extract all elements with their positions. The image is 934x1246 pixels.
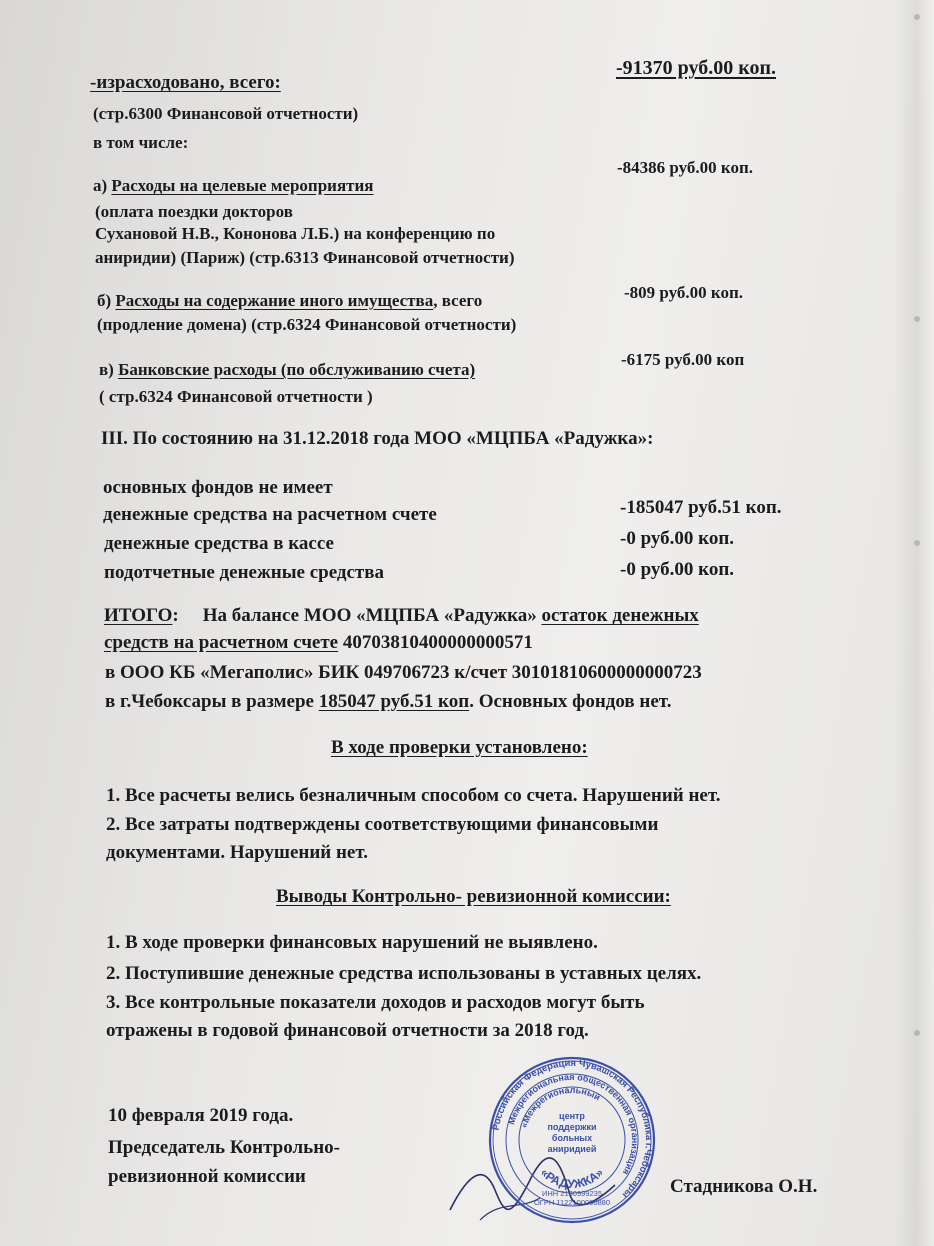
conclusions-item: отражены в годовой финансовой отчетности за 2018 год. <box>106 1020 589 1041</box>
conclusions-heading: Выводы Контрольно- ревизионной комиссии: <box>276 886 671 907</box>
findings-item: документами. Нарушений нет. <box>106 842 369 863</box>
stamp-center-text: больных <box>551 1133 593 1143</box>
conclusions-item: 3. Все контрольные показатели доходов и расходов могут быть <box>106 992 645 1013</box>
page-fold-shadow <box>894 0 934 1246</box>
section3-row-label: подотчетные денежные средства <box>104 562 385 583</box>
section3-row-label: денежные средства на расчетном счете <box>103 504 437 525</box>
stamp-ogrn: ОГРН 1122100000880 <box>533 1198 611 1207</box>
signature-date: 10 февраля 2019 года. <box>108 1105 294 1126</box>
binder-hole <box>914 14 920 20</box>
stamp-center-text: аниридией <box>547 1144 597 1154</box>
findings-heading: В ходе проверки установлено: <box>331 737 588 758</box>
expense-a-line: Сухановой Н.В., Кононова Л.Б.) на конференцию по <box>95 224 496 243</box>
expenses-including: в том числе: <box>93 133 189 152</box>
findings-item: 1. Все расчеты велись безналичным способом со счета. Нарушений нет. <box>106 785 721 806</box>
total-line-2 <box>104 632 533 654</box>
expenses-total-label: -израсходовано, всего: <box>90 72 281 93</box>
conclusions-item: 2. Поступившие денежные средства использованы в уставных целях. <box>106 963 702 984</box>
conclusions-item: 1. В ходе проверки финансовых нарушений не выявлено. <box>106 932 598 953</box>
expense-a-prefix: а) <box>93 176 112 195</box>
expense-c-amount: -6175 руб.00 коп <box>621 350 745 369</box>
section3-row-amount: -0 руб.00 коп. <box>620 528 735 549</box>
expense-b-suffix: , всего <box>433 291 483 310</box>
expense-b-heading <box>97 291 482 311</box>
total-line-3: в ООО КБ «Мегаполис» БИК 049706723 к/счет 30101810600000000723 <box>105 662 702 683</box>
binder-hole <box>914 540 920 546</box>
total-line-1 <box>104 605 699 627</box>
expense-a-amount: -84386 руб.00 коп. <box>617 158 754 177</box>
total-text: . Основных фондов нет. <box>469 691 672 712</box>
binder-hole <box>914 1030 920 1036</box>
expense-a-title: Расходы на целевые мероприятия <box>111 176 374 195</box>
expense-b-title: Расходы на содержание иного имущества <box>115 291 434 310</box>
expenses-total-amount: -91370 руб.00 коп. <box>616 57 777 79</box>
signature-name: Стадникова О.Н. <box>670 1176 818 1197</box>
expense-b-prefix: б) <box>97 291 116 310</box>
total-line-4 <box>105 691 671 713</box>
stamp-center-text: поддержки <box>547 1122 597 1132</box>
section3-row-label: денежные средства в кассе <box>104 533 334 554</box>
total-label: ИТОГО <box>104 605 173 626</box>
organization-stamp <box>487 1055 657 1225</box>
total-amount: 185047 руб.51 коп <box>318 691 470 712</box>
stamp-center-text: центр <box>559 1111 585 1121</box>
expense-a-heading <box>93 176 374 196</box>
total-text: На балансе МОО «МЦПБА «Радужка» <box>202 605 542 626</box>
stamp-org-name: «РАДУЖКА» <box>537 1165 607 1192</box>
total-text: в г.Чебоксары в размере <box>105 691 319 712</box>
binder-hole <box>914 316 920 322</box>
expense-b-line: (продление домена) (стр.6324 Финансовой отчетности) <box>97 315 517 334</box>
account-number: 40703810400000000571 <box>338 632 533 653</box>
total-text-underlined: остаток денежных <box>541 605 699 626</box>
section3-heading: III. По состоянию на 31.12.2018 года МОО «МЦПБА «Радужка»: <box>101 428 654 449</box>
findings-item: 2. Все затраты подтверждены соответствующими финансовыми <box>106 814 659 835</box>
expense-a-line: аниридии) (Париж) (стр.6313 Финансовой отчетности) <box>95 248 515 267</box>
section3-row-label: основных фондов не имеет <box>103 477 333 498</box>
expense-c-heading <box>99 360 475 380</box>
stamp-outer-text: Российская Федерация Чувашская Республика г.Чебоксары <box>490 1057 655 1201</box>
stamp-inn: ИНН 2130999235 <box>541 1189 603 1198</box>
signature-role: ревизионной комиссии <box>108 1166 306 1187</box>
expense-a-line: (оплата поездки докторов <box>95 202 293 221</box>
section3-row-amount: -185047 руб.51 коп. <box>620 497 782 518</box>
expense-c-title: Банковские расходы (по обслуживанию счета) <box>118 360 476 379</box>
stamp-ring-text: «Межрегиональный <box>518 1084 603 1129</box>
total-colon: : <box>172 605 179 626</box>
total-text-underlined: средств на расчетном счете <box>104 632 339 653</box>
expenses-total-ref: (стр.6300 Финансовой отчетности) <box>93 104 359 123</box>
signature-role: Председатель Контрольно- <box>108 1137 340 1158</box>
expense-b-amount: -809 руб.00 коп. <box>624 283 744 302</box>
expense-c-line: ( стр.6324 Финансовой отчетности ) <box>99 387 373 406</box>
expense-c-prefix: в) <box>99 360 119 379</box>
section3-row-amount: -0 руб.00 коп. <box>620 559 735 580</box>
stamp-ring-text: Межрегиональная общественная организация <box>506 1071 641 1177</box>
